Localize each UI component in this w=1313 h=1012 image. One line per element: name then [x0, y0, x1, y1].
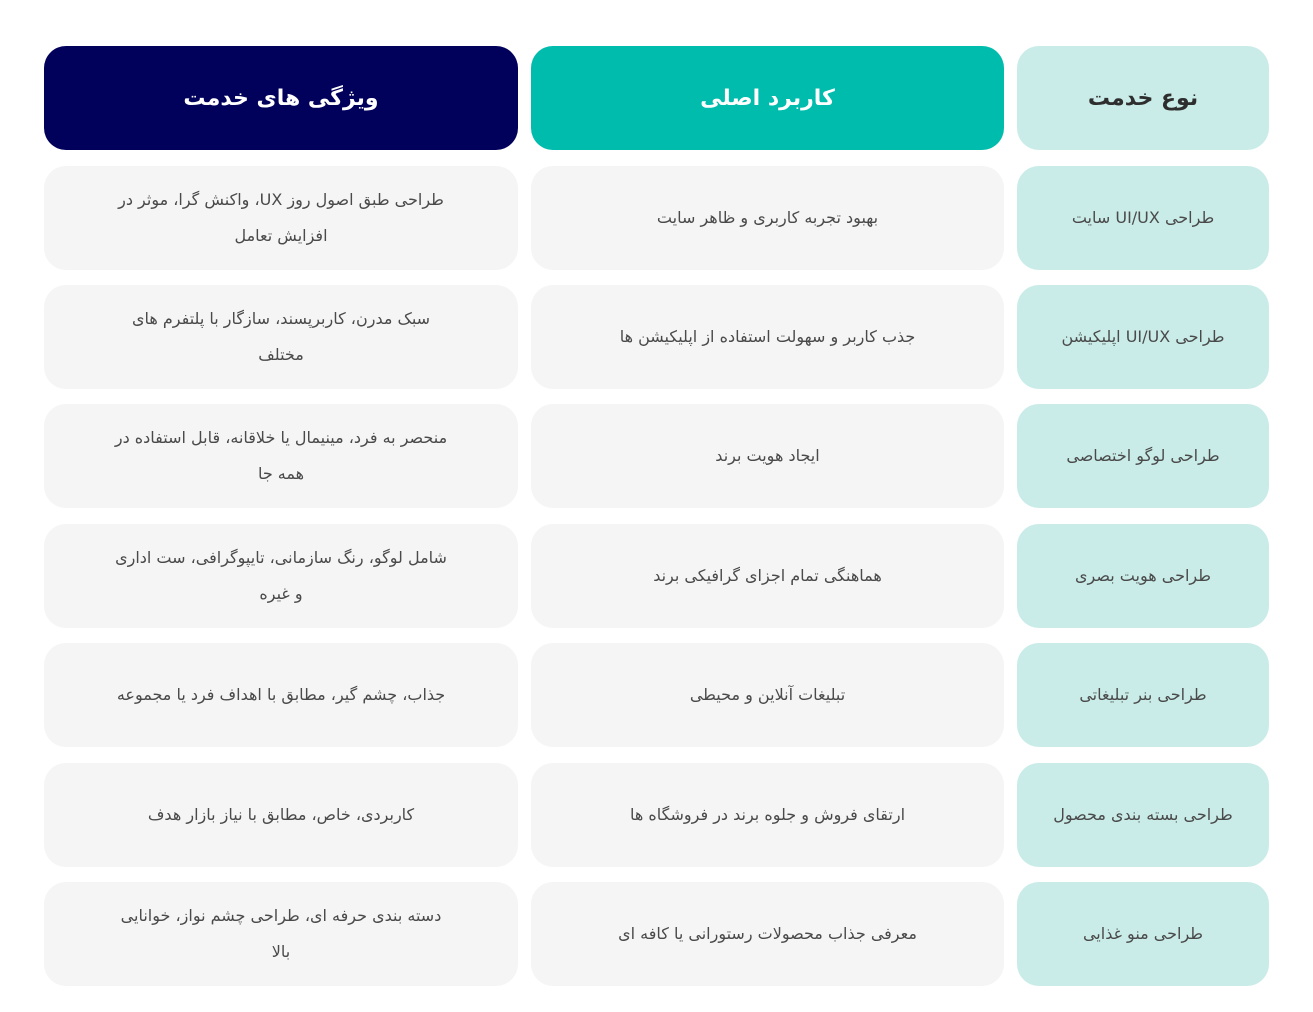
table-row-service-type — [1017, 882, 1269, 986]
main-usage-text: ارتقای فروش و جلوه برند در فروشگاه ها — [630, 805, 906, 824]
service-type-text: طراحی UI/UX اپلیکیشن — [1061, 327, 1225, 346]
service-type-text: طراحی لوگو اختصاصی — [1066, 446, 1220, 465]
header-service-type — [1017, 46, 1269, 150]
table-row-main-usage — [531, 763, 1004, 867]
table-row-main-usage — [531, 404, 1004, 508]
header-service-type-label: نوع خدمت — [1087, 85, 1199, 111]
features-text: شامل لوگو، رنگ سازمانی، تایپوگرافی، ست اداری و غیره — [115, 548, 447, 603]
table-row-main-usage — [531, 285, 1004, 389]
header-features-label: ویژگی های خدمت — [183, 85, 379, 111]
main-usage-text: هماهنگی تمام اجزای گرافیکی برند — [653, 566, 882, 585]
main-usage-text: جذب کاربر و سهولت استفاده از اپلیکیشن ها — [619, 327, 916, 346]
main-usage-text: ایجاد هویت برند — [715, 446, 820, 465]
header-main-usage-label: کاربرد اصلی — [700, 85, 835, 111]
service-type-text: طراحی منو غذایی — [1082, 924, 1204, 943]
table-row-service-type — [1017, 643, 1269, 747]
table-row-features — [44, 643, 518, 747]
table-row-service-type — [1017, 524, 1269, 628]
table-row-service-type — [1017, 763, 1269, 867]
table-row-features — [44, 763, 518, 867]
service-type-text: طراحی UI/UX سایت — [1071, 208, 1215, 227]
main-usage-text: بهبود تجربه کاربری و ظاهر سایت — [656, 208, 879, 227]
features-text: دسته بندی حرفه ای، طراحی چشم نواز، خوانایی بالا — [120, 906, 442, 961]
features-text: کاربردی، خاص، مطابق با نیاز بازار هدف — [147, 805, 415, 824]
service-type-text: طراحی هویت بصری — [1075, 566, 1211, 585]
header-main-usage — [531, 46, 1004, 150]
table-row-service-type — [1017, 404, 1269, 508]
main-usage-text: معرفی جذاب محصولات رستورانی یا کافه ای — [618, 924, 917, 943]
header-features — [44, 46, 518, 150]
table-row-service-type — [1017, 285, 1269, 389]
table-row-features — [44, 404, 518, 508]
table-row-features — [44, 166, 518, 270]
table-row-features — [44, 882, 518, 986]
table-row-features — [44, 285, 518, 389]
table-row-main-usage — [531, 643, 1004, 747]
table-row-features — [44, 524, 518, 628]
table-row-service-type — [1017, 166, 1269, 270]
features-text: طراحی طبق اصول روز UX، واکنش گرا، موثر در افزایش تعامل — [118, 190, 444, 245]
features-text: سبک مدرن، کاربرپسند، سازگار با پلتفرم های مختلف — [131, 309, 431, 364]
features-text: منحصر به فرد، مینیمال یا خلاقانه، قابل استفاده در همه جا — [114, 428, 448, 483]
service-type-text: طراحی بنر تبلیغاتی — [1079, 685, 1207, 704]
main-usage-text: تبلیغات آنلاین و محیطی — [689, 685, 846, 704]
features-text: جذاب، چشم گیر، مطابق با اهداف فرد یا مجموعه — [116, 685, 446, 704]
service-type-text: طراحی بسته بندی محصول — [1053, 805, 1233, 824]
table-row-main-usage — [531, 882, 1004, 986]
table-row-main-usage — [531, 166, 1004, 270]
table-row-main-usage — [531, 524, 1004, 628]
